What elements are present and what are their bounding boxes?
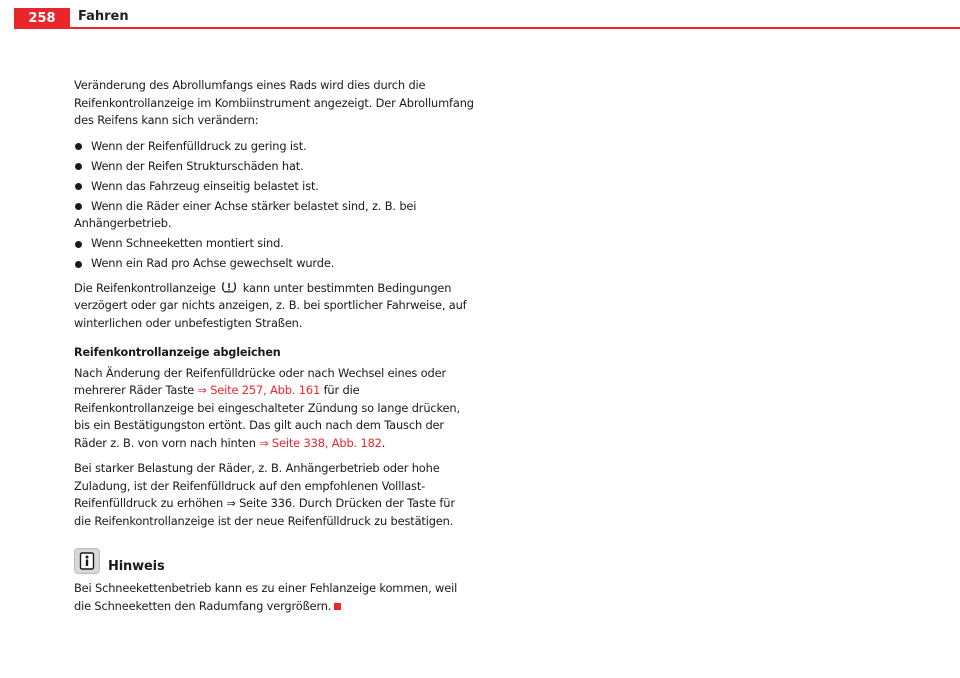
list-item: Wenn das Fahrzeug einseitig belastet ist.	[74, 178, 474, 196]
info-note-icon	[74, 548, 100, 574]
list-item: Wenn der Reifen Strukturschäden hat.	[74, 158, 474, 176]
bullet-list	[74, 138, 474, 273]
bullet-icon	[75, 203, 82, 210]
page-content	[74, 77, 474, 623]
note-title: Hinweis	[108, 558, 165, 574]
section-heading: Reifenkontrollanzeige abgleichen	[74, 346, 281, 359]
bullet-icon	[75, 261, 82, 268]
list-item: Wenn Schneeketten montiert sind.	[74, 235, 474, 253]
note-paragraph: Bei Schneekettenbetrieb kann es zu einer Fehlanzeige kommen, weil die Schneeketten den Radumfang vergrößern.	[74, 581, 458, 613]
tire-pressure-warning-icon	[221, 281, 237, 293]
bullet-icon	[75, 143, 82, 150]
header-divider	[14, 27, 960, 29]
note-heading	[74, 548, 474, 574]
end-mark-icon	[334, 603, 341, 610]
cross-reference[interactable]: Seite 336	[239, 496, 292, 510]
chapter-title: Fahren	[78, 9, 129, 24]
list-item: Wenn die Räder einer Achse stärker belastet sind, z. B. bei Anhängerbetrieb.	[74, 198, 417, 230]
page-header	[0, 0, 960, 28]
intro-paragraph: Veränderung des Abrollumfangs eines Rads wird dies durch die Reifenkontrollanzeige im Kombiinstrument angezeigt. Der Abrollumfang des Reifens kann sich verändern:	[74, 78, 474, 127]
list-item: Wenn der Reifenfülldruck zu gering ist.	[74, 138, 474, 156]
arrow-icon: ⇒	[259, 436, 269, 450]
bullet-icon	[75, 241, 82, 248]
calibration-paragraph: Nach Änderung der Reifenfülldrücke oder nach Wechsel eines oder mehrerer Räder Taste ⇒ Seite 257, Abb. 161 für die Reifenkontrollanzeige bei eingeschalteter Zündung so lange drücken, bis ein Bestätigungston ertönt. Das gilt auch nach dem Tausch der Räder z. B. von vorn nach hinten ⇒ Seite 338, Abb. 182.	[74, 365, 460, 450]
bullet-icon	[75, 183, 82, 190]
bullet-icon	[75, 163, 82, 170]
delay-paragraph: Die Reifenkontrollanzeige kann unter bestimmten Bedingungen verzögert oder gar nichts anzeigen, z. B. bei sportlicher Fahrweise, auf winterlichen oder unbefestigten Straßen.	[74, 280, 467, 330]
cross-reference-link[interactable]: Seite 338, Abb. 182	[271, 435, 382, 450]
list-item: Wenn ein Rad pro Achse gewechselt wurde.	[74, 255, 474, 273]
load-paragraph: Bei starker Belastung der Räder, z. B. Anhängerbetrieb oder hohe Zuladung, ist der Reifenfülldruck auf den empfohlenen Volllast-Reifenfülldruck zu erhöhen ⇒ Seite 336. Durch Drücken der Taste für die Reifenkontrollanzeige ist der neue Reifenfülldruck zu bestätigen.	[74, 461, 455, 528]
arrow-icon: ⇒	[197, 384, 207, 397]
arrow-icon: ⇒	[226, 497, 236, 510]
page-number: 258	[14, 8, 70, 28]
cross-reference-link[interactable]: Seite 257, Abb. 161	[210, 383, 321, 397]
